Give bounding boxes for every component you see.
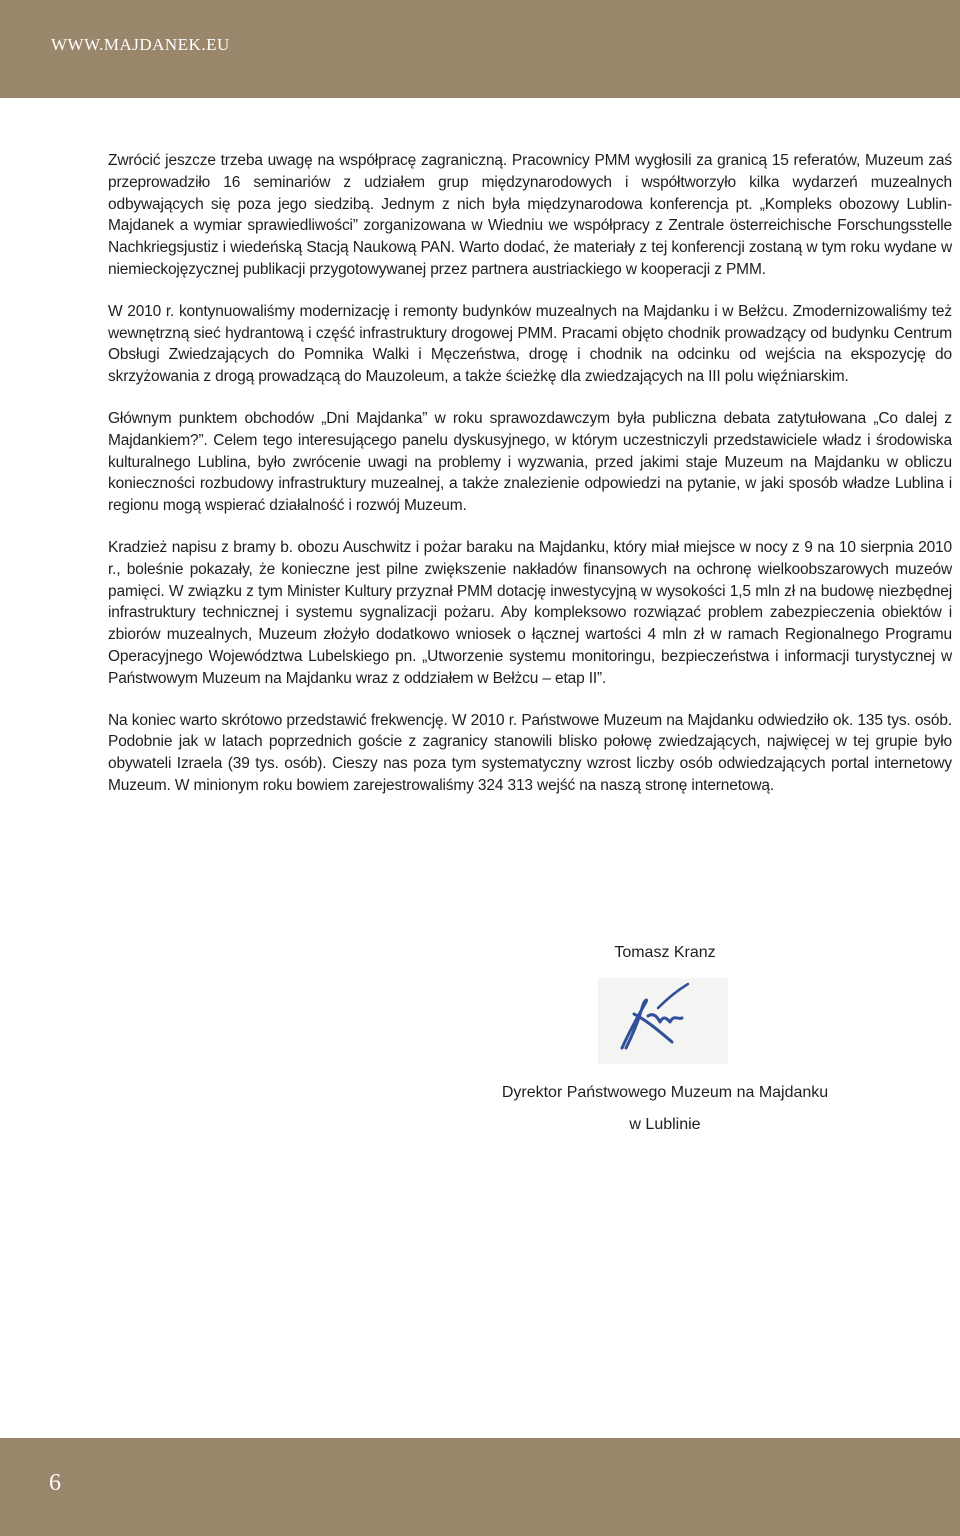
paragraph-modernization: W 2010 r. kontynuowaliśmy modernizację i remonty budynków muzealnych na Majdanku i w Bełżcu. Zmodernizowaliśmy też wewnętrzną sieć hydrantową i część infrastruktury drogowej PMM. Pracami objęto chodnik prowadzący od budynku Centrum Obsługi Zwiedzających do Pomnika Walki i Męczeństwa, drogę i chodnik na odcinku od wejścia na ekspozycję do skrzyżowania z drogą prowadzącą do Mauzoleum, a także ścieżkę dla zwiedzających na III polu więźniarskim.: [108, 302, 952, 386]
handwritten-signature: [598, 978, 728, 1064]
main-text: [108, 150, 952, 817]
signature-icon: [598, 978, 728, 1064]
paragraph-foreign-cooperation: Zwrócić jeszcze trzeba uwagę na współpracę zagraniczną. Pracownicy PMM wygłosili za granicą 15 referatów, Muzeum zaś przeprowadziło 16 seminariów z udziałem grup międzynarodowych i współtworzyło kilka wydarzeń muzealnych odbywających się poza jego siedzibą. Jednym z nich była międzynarodowa konferencja pt. „Kompleks obozowy Lublin-Majdanek a wymiar sprawiedliwości” zorganizowana w Wiedniu we współpracy z Zentrale österreichische Forschungsstelle Nachkriegsjustiz i wiedeńską Stacją Naukową PAN. Warto dodać, że materiały z tej konferencji zostaną w tym roku wydane w niemieckojęzycznej publikacji przygotowywanej przez partnera austriackiego w kooperacji z PMM.: [108, 152, 952, 278]
page-number: 6: [49, 1470, 61, 1496]
footer-band: [0, 1438, 960, 1536]
signatory-title: Dyrektor Państwowego Muzeum na Majdanku: [501, 1084, 829, 1101]
paragraph-security: Kradzież napisu z bramy b. obozu Auschwitz i pożar baraku na Majdanku, który miał miejsce w nocy z 9 na 10 sierpnia 2010 r., boleśnie pokazały, że konieczne jest pilne zwiększenie nakładów finansowych na ochronę wielkoobszarowych muzeów pamięci. W związku z tym Minister Kultury przyznał PMM dotację inwestycyjną w wysokości 1,5 mln zł na budowę niezbędnej infrastruktury technicznej i systemu sygnalizacji pożaru. Aby kompleksowo rozwiązać problem zabezpieczenia obiektów i zbiorów muzealnych, Muzeum złożyło dodatkowo wniosek o łącznej wartości 4 mln zł w ramach Regionalnego Programu Operacyjnego Województwa Lubelskiego pn. „Utworzenie systemu monitoringu, bezpieczeństwa i informacji turystycznej w Państwowym Muzeum na Majdanku wraz z oddziałem w Bełżcu – etap II”.: [108, 538, 952, 687]
paragraph-majdanek-days: Głównym punktem obchodów „Dni Majdanka” w roku sprawozdawczym była publiczna debata zatytułowana „Co dalej z Majdankiem?”. Celem tego interesującego panelu dyskusyjnego, w którym uczestniczyli przedstawiciele władz i środowiska kulturalnego Lublina, było zwrócenie uwagi na problemy i wyzwania, przed jakimi staje Muzeum na Majdanku w obliczu konieczności rozbudowy infrastruktury muzealnej, a także znalezienie odpowiedzi na pytanie, w jaki sposób władze Lublina i regionu mogą wspierać działalność i rozwój Muzeum.: [108, 409, 952, 515]
signatory-city: w Lublinie: [629, 1116, 701, 1133]
paragraph-attendance: Na koniec warto skrótowo przedstawić frekwencję. W 2010 r. Państwowe Muzeum na Majdanku odwiedziło ok. 135 tys. osób. Podobnie jak w latach poprzednich goście z zagranicy stanowili blisko połowę zwiedzających, najwięcej w tej grupie było obywateli Izraela (39 tys. osób). Cieszy nas poza tym systematyczny wzrost liczby osób odwiedzających portal internetowy Muzeum. W minionym roku bowiem zarejestrowaliśmy 324 313 wejść na naszą stronę internetową.: [108, 711, 952, 794]
signatory-name: Tomasz Kranz: [614, 944, 716, 961]
site-url[interactable]: WWW.MAJDANEK.EU: [51, 35, 230, 54]
